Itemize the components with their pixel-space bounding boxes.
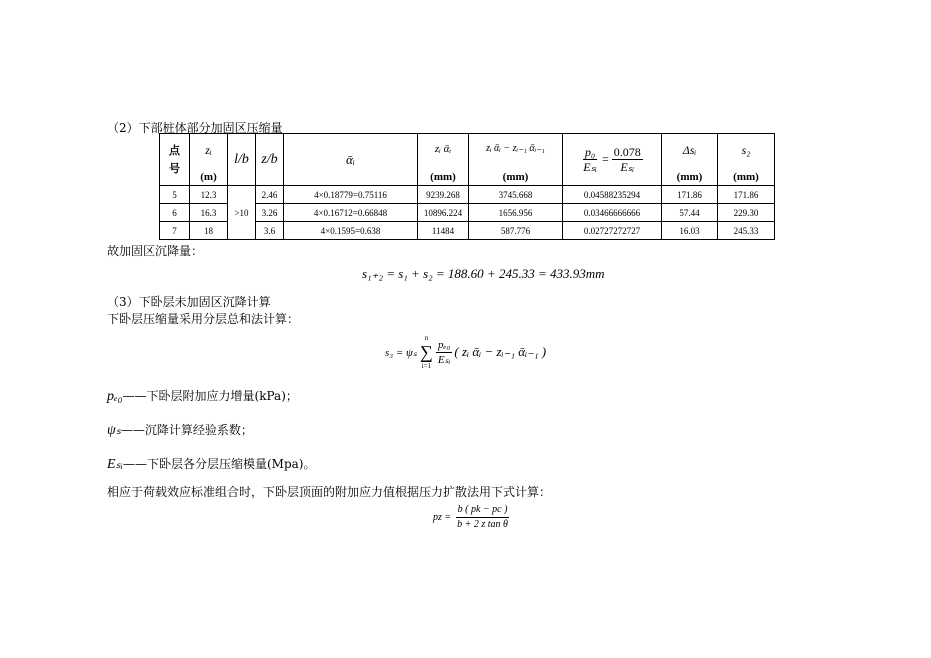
cell-diff: 587.776 — [469, 222, 563, 240]
header-zi: zᵢ (m) — [190, 134, 228, 186]
header-lb: l/b — [228, 134, 256, 186]
cell-ds: 16.03 — [662, 222, 718, 240]
cell-point: 6 — [160, 204, 190, 222]
formula-s3-fraction: $\frac{\text{pₑ₀}}{\text{Eₛᵢ}}$ — [437, 338, 451, 366]
section3-title: （3）下卧层未加固区沉降计算 — [107, 295, 271, 309]
cell-alpha: 4×0.1595=0.638 — [284, 222, 418, 240]
header-point: 点 号 — [160, 134, 190, 186]
cell-s2: 229.30 — [718, 204, 775, 222]
header-zb: z/b — [256, 134, 284, 186]
summation: n ∑ i=1 — [419, 334, 433, 370]
settlement-formula: s₁₊₂ = s₁ + s₂ = 188.60 + 245.33 = 433.93mm — [362, 266, 605, 281]
cell-ds: 57.44 — [662, 204, 718, 222]
settlement-label: 故加固区沉降量： — [107, 244, 204, 258]
cell-zb: 3.6 — [256, 222, 284, 240]
cell-zalpha: 11484 — [418, 222, 469, 240]
header-zalpha: zᵢ ᾱᵢ (mm) — [418, 134, 469, 186]
cell-zi: 12.3 — [190, 186, 228, 204]
cell-ds: 171.86 — [662, 186, 718, 204]
definition-esi: Eₛᵢ —— 下卧层各分层压缩模量(Mpa)。 — [107, 457, 316, 472]
cell-zb: 3.26 — [256, 204, 284, 222]
cell-alpha: 4×0.18779=0.75116 — [284, 186, 418, 204]
cell-diff: 3745.668 — [469, 186, 563, 204]
definition-psi: ψₛ —— 沉降计算经验系数； — [107, 423, 253, 438]
header-diff: zᵢ ᾱᵢ − zᵢ₋₁ ᾱᵢ₋₁ (mm) — [469, 134, 563, 186]
formula-s3: s₃ = ψₛ n ∑ i=1 $\frac{\text{pₑ₀}}{\text{Eₛᵢ}}$ ( zᵢ ᾱᵢ − zᵢ₋₁ ᾱᵢ₋₁ ) — [385, 334, 547, 370]
section3-description: 下卧层压缩量采用分层总和法计算： — [107, 312, 300, 326]
header-alpha: ᾱᵢ — [284, 134, 418, 186]
cell-zalpha: 9239.268 — [418, 186, 469, 204]
cell-s2: 245.33 — [718, 222, 775, 240]
pz-intro: 相应于荷载效应标准组合时，下卧层顶面的附加应力值根据压力扩散法用下式计算： — [107, 485, 552, 499]
cell-point: 7 — [160, 222, 190, 240]
header-ds: Δsᵢ (mm) — [662, 134, 718, 186]
cell-zi: 18 — [190, 222, 228, 240]
cell-zalpha: 10896.224 — [418, 204, 469, 222]
formula-pz-fraction: $\frac{b ( pk - pc )}{\text{b + 2 z tan θ}}$ — [457, 504, 508, 530]
cell-zb: 2.46 — [256, 186, 284, 204]
cell-point: 5 — [160, 186, 190, 204]
cell-ratio: 0.03466666666 — [563, 204, 662, 222]
cell-zi: 16.3 — [190, 204, 228, 222]
cell-diff: 1656.956 — [469, 204, 563, 222]
cell-s2: 171.86 — [718, 186, 775, 204]
settlement-table — [159, 133, 775, 240]
header-s2: s₂ (mm) — [718, 134, 775, 186]
table-header-row — [160, 134, 775, 186]
table-row — [160, 186, 775, 204]
definition-pe0: pₑ₀ —— 下卧层附加应力增量(kPa)； — [107, 389, 298, 404]
header-ratio: $\frac{\text{p₀}}{\text{Eₛᵢ}}$ = $\frac{0.078}{\text{Eₛᵢ}}$ — [563, 134, 662, 186]
cell-ratio: 0.02727272727 — [563, 222, 662, 240]
section2-title: （2）下部桩体部分加固区压缩量 — [107, 121, 283, 135]
cell-ratio: 0.04588235294 — [563, 186, 662, 204]
cell-lb: >10 — [228, 186, 256, 240]
formula-pz: pz = $\frac{b ( pk - pc )}{\text{b + 2 z tan θ}}$ — [433, 504, 508, 530]
cell-alpha: 4×0.16712=0.66848 — [284, 204, 418, 222]
